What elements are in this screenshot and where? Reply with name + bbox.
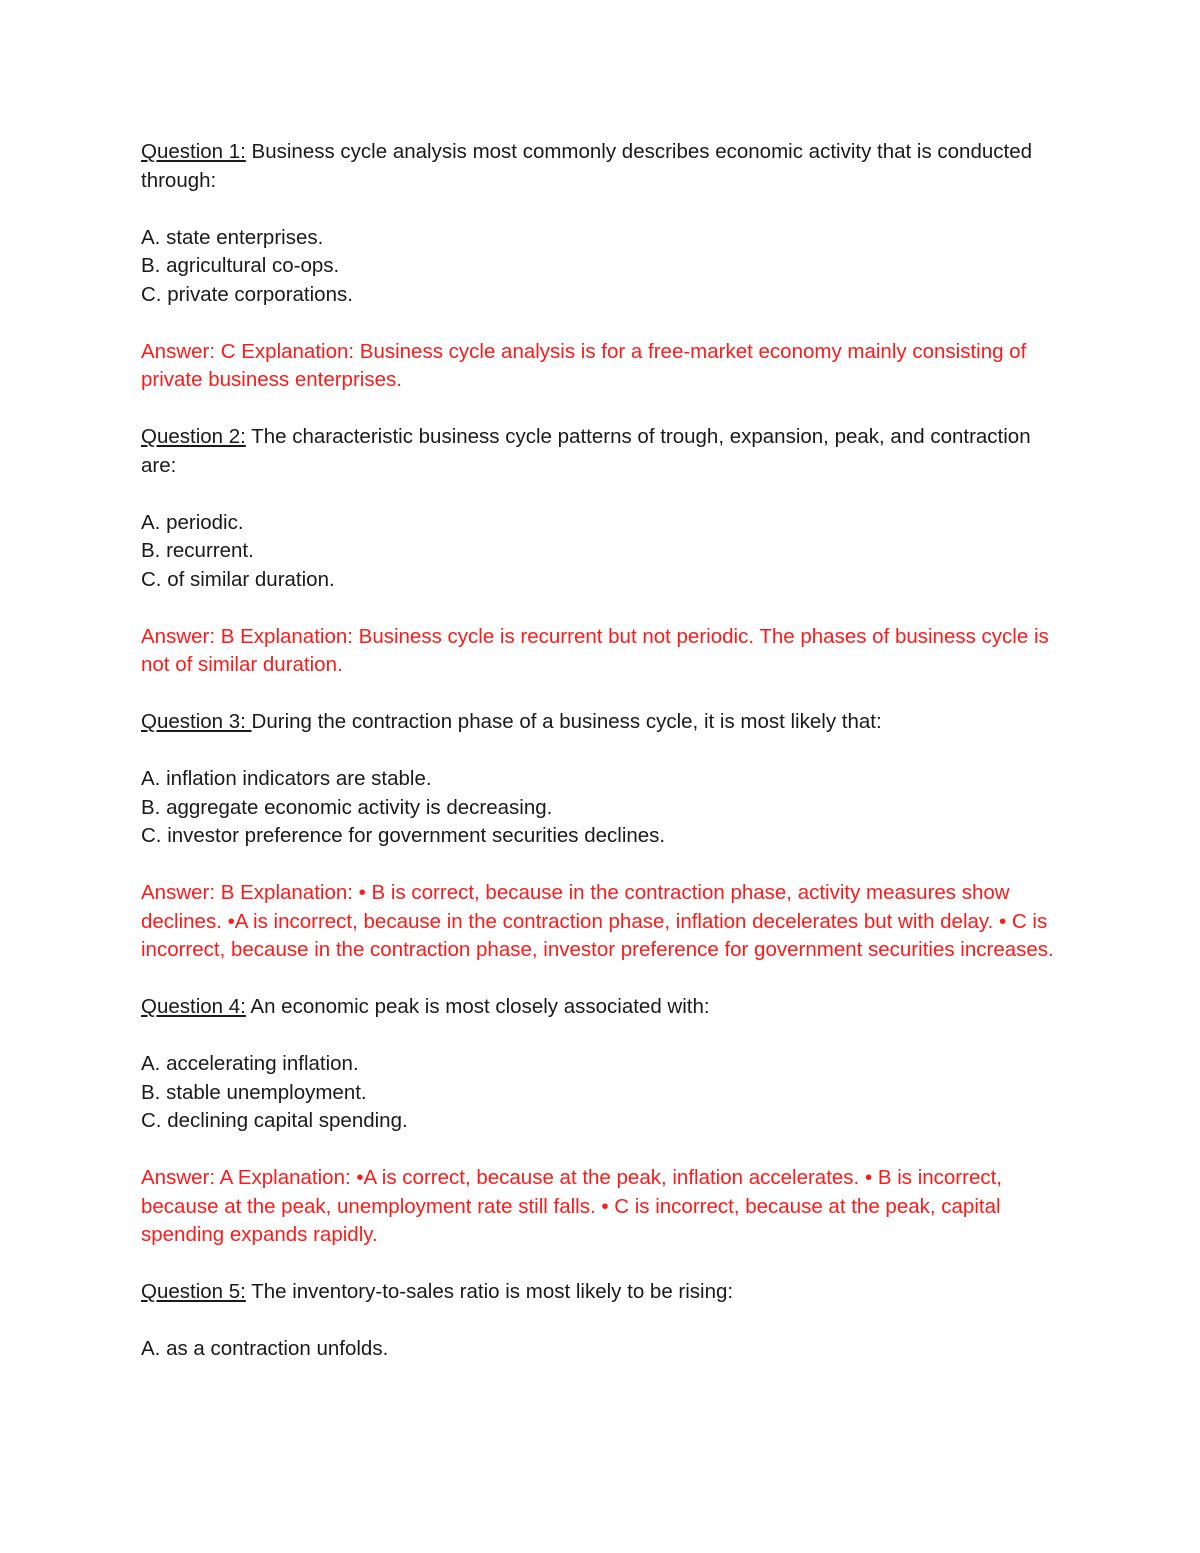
question-text <box>141 708 1071 737</box>
question-label: Question 1: <box>141 140 246 163</box>
question-stem: An economic peak is most closely associated with: <box>245 995 710 1018</box>
option-list <box>141 509 1071 595</box>
option-b: B. recurrent. <box>141 539 254 562</box>
question-4 <box>141 993 1071 1250</box>
option-list <box>141 765 1071 851</box>
option-b: B. agricultural co-ops. <box>141 254 340 277</box>
question-label: Question 4: <box>141 995 246 1018</box>
document-page <box>141 138 1071 1364</box>
option-list <box>141 1050 1071 1136</box>
option-c: C. of similar duration. <box>141 567 335 591</box>
answer-explanation: Answer: B Explanation: • B is correct, because in the contraction phase, activity measures show declines. •A is incorrect, because in the contraction phase, inflation decelerates but with delay. • C is incorrect, because in the contraction phase, investor preference for government securities increases. <box>141 881 1054 961</box>
option-a: A. accelerating inflation. <box>141 1052 359 1075</box>
question-label: Question 3: <box>141 710 252 733</box>
option-c: C. private corporations. <box>141 282 353 306</box>
answer-explanation: Answer: A Explanation: •A is correct, because at the peak, inflation accelerates. • B is incorrect, because at the peak, unemployment rate still falls. • C is incorrect, because at the peak, capital spending expands rapidly. <box>141 1166 1002 1246</box>
question-5 <box>141 1278 1071 1364</box>
answer-explanation: Answer: C Explanation: Business cycle analysis is for a free-market economy mainly consisting of private business enterprises. <box>141 339 1027 391</box>
option-c: C. investor preference for government securities declines. <box>141 824 666 847</box>
option-list <box>141 224 1071 310</box>
option-a: A. periodic. <box>141 510 244 534</box>
option-a: A. as a contraction unfolds. <box>141 1337 389 1360</box>
question-stem: The characteristic business cycle patterns of trough, expansion, peak, and contraction are: <box>141 425 1031 477</box>
question-text <box>141 138 1071 195</box>
question-text <box>141 993 1071 1022</box>
answer-explanation: Answer: B Explanation: Business cycle is recurrent but not periodic. The phases of business cycle is not of similar duration. <box>141 624 1049 676</box>
option-list <box>141 1335 1071 1364</box>
question-label: Question 5: <box>141 1280 246 1303</box>
question-stem: During the contraction phase of a business cycle, it is most likely that: <box>251 710 882 733</box>
option-b: B. aggregate economic activity is decreasing. <box>141 795 553 819</box>
question-label: Question 2: <box>141 425 246 448</box>
question-text <box>141 423 1071 480</box>
option-c: C. declining capital spending. <box>141 1109 408 1132</box>
question-stem: Business cycle analysis most commonly describes economic activity that is conducted through: <box>141 140 1033 192</box>
question-stem: The inventory-to-sales ratio is most likely to be rising: <box>245 1280 734 1303</box>
option-b: B. stable unemployment. <box>141 1080 367 1104</box>
question-1 <box>141 138 1071 395</box>
option-a: A. inflation indicators are stable. <box>141 767 432 790</box>
question-3 <box>141 708 1071 965</box>
question-text <box>141 1278 1071 1307</box>
question-2 <box>141 423 1071 680</box>
option-a: A. state enterprises. <box>141 225 324 249</box>
